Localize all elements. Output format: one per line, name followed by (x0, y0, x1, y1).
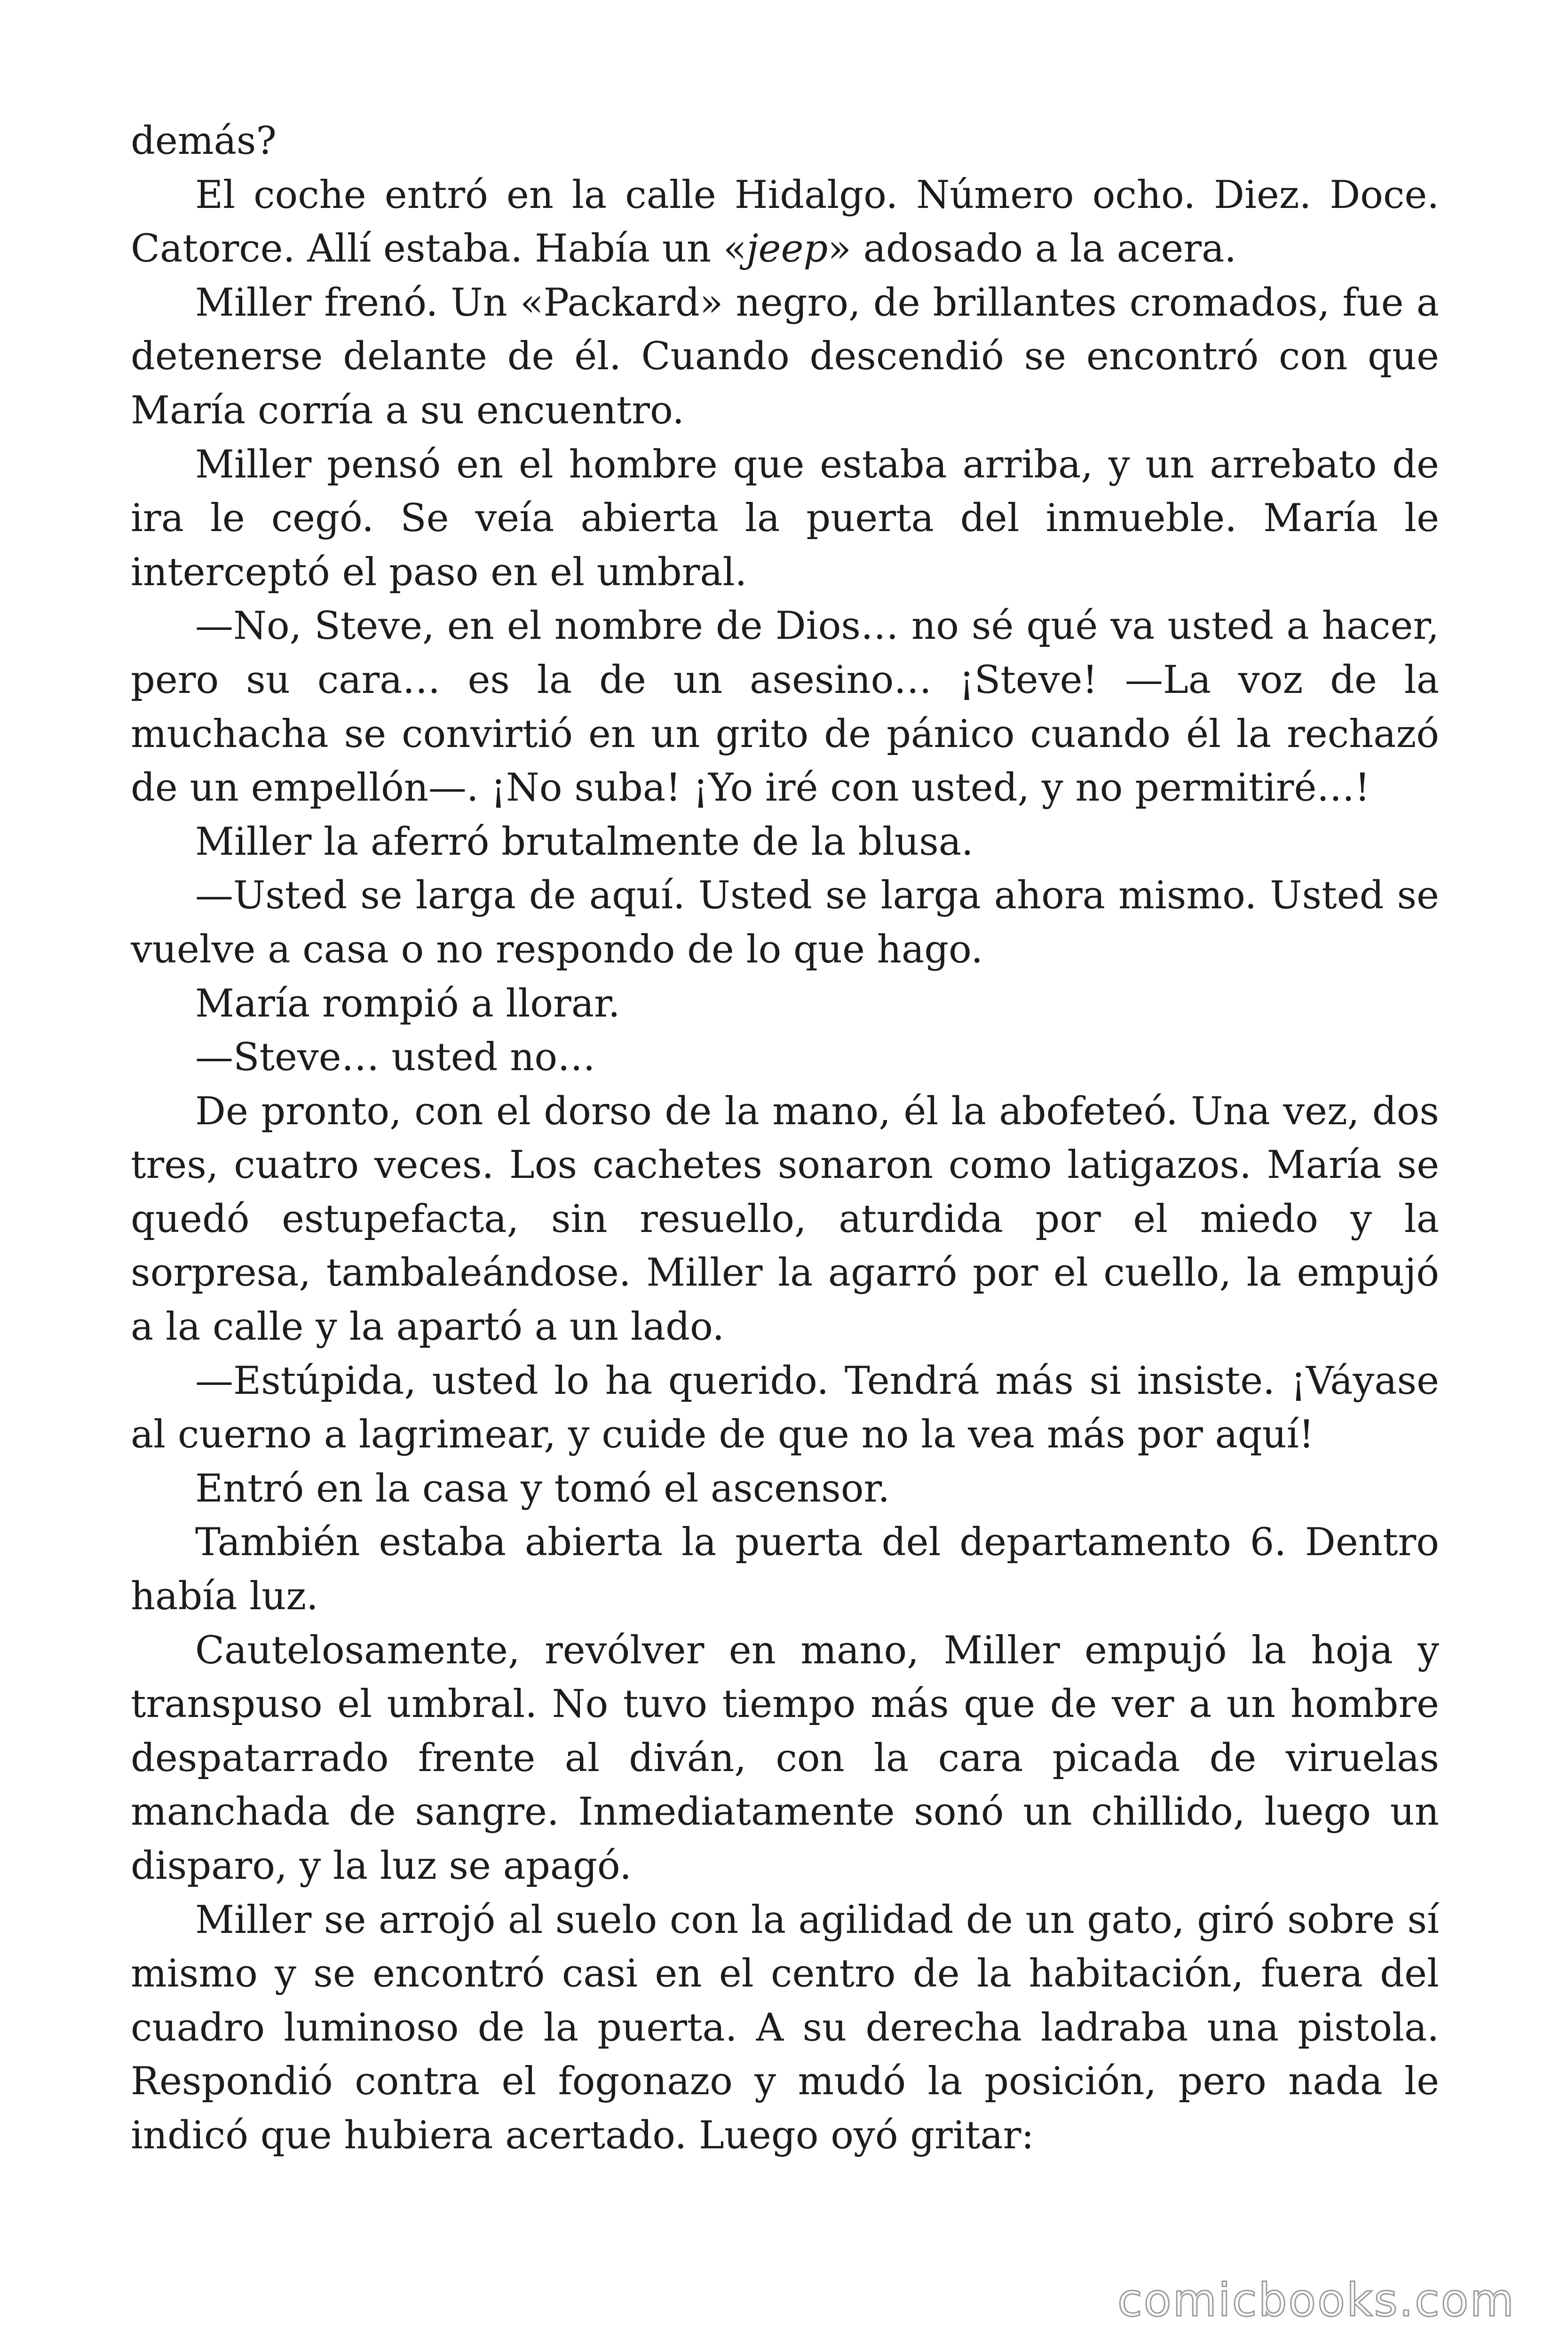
site-watermark: comicbooks.com (1117, 2274, 1515, 2327)
paragraph: De pronto, con el dorso de la mano, él la abofeteó. Una vez, dos tres, cuatro veces. Los cachetes sonaron como latigazos. María se quedó estupefacta, sin resuello, aturdida por el miedo y la sorpresa, tambaleándose. Miller la agarró por el cuello, la empujó a la calle y la apartó a un lado. (131, 1089, 1439, 1350)
paragraph: —Estúpida, usted lo ha querido. Tendrá más si insiste. ¡Váyase al cuerno a lagrimear, y cuide de que no la vea más por aquí! (131, 1359, 1439, 1457)
paragraph-continuation: demás? (131, 119, 277, 163)
paragraph: Miller frenó. Un «Packard» negro, de brillantes cromados, fue a detenerse delante de él. Cuando descendió se encontró con que María corría a su encuentro. (131, 280, 1439, 433)
paragraph: —Steve… usted no… (195, 1035, 596, 1080)
paragraph: El coche entró en la calle Hidalgo. Número ocho. Diez. Doce. Catorce. Allí estaba. Había un «jeep» adosado a la acera. (131, 173, 1439, 271)
italic-word: jeep (746, 227, 828, 271)
paragraph: También estaba abierta la puerta del departamento 6. Dentro había luz. (131, 1520, 1439, 1619)
paragraph: Entró en la casa y tomó el ascensor. (195, 1466, 890, 1511)
paragraph: Cautelosamente, revólver en mano, Miller empujó la hoja y transpuso el umbral. No tuvo tiempo más que de ver a un hombre despatarrado frente al diván, con la cara picada de viruelas manchada de sangre. Inmediatamente sonó un chillido, luego un disparo, y la luz se apagó. (131, 1628, 1439, 1888)
paragraph: María rompió a llorar. (195, 981, 620, 1026)
paragraph: Miller pensó en el hombre que estaba arriba, y un arrebato de ira le cegó. Se veía abierta la puerta del inmueble. María le interceptó el paso en el umbral. (131, 442, 1439, 595)
paragraph: —No, Steve, en el nombre de Dios… no sé qué va usted a hacer, pero su cara… es la de un asesino… ¡Steve! —La voz de la muchacha se convirtió en un grito de pánico cuando él la rechazó de un empellón—. ¡No suba! ¡Yo iré con usted, y no permitiré…! (131, 604, 1439, 810)
paragraph: Miller la aferró brutalmente de la blusa. (195, 819, 974, 864)
paragraph: —Usted se larga de aquí. Usted se larga ahora mismo. Usted se vuelve a casa o no respondo de lo que hago. (131, 874, 1439, 972)
body-text (131, 114, 1439, 2163)
paragraph: Miller se arrojó al suelo con la agilidad de un gato, giró sobre sí mismo y se encontró casi en el centro de la habitación, fuera del cuadro luminoso de la puerta. A su derecha ladraba una pistola. Respondió contra el fogonazo y mudó la posición, pero nada le indicó que hubiera acertado. Luego oyó gritar: (131, 1898, 1439, 2158)
